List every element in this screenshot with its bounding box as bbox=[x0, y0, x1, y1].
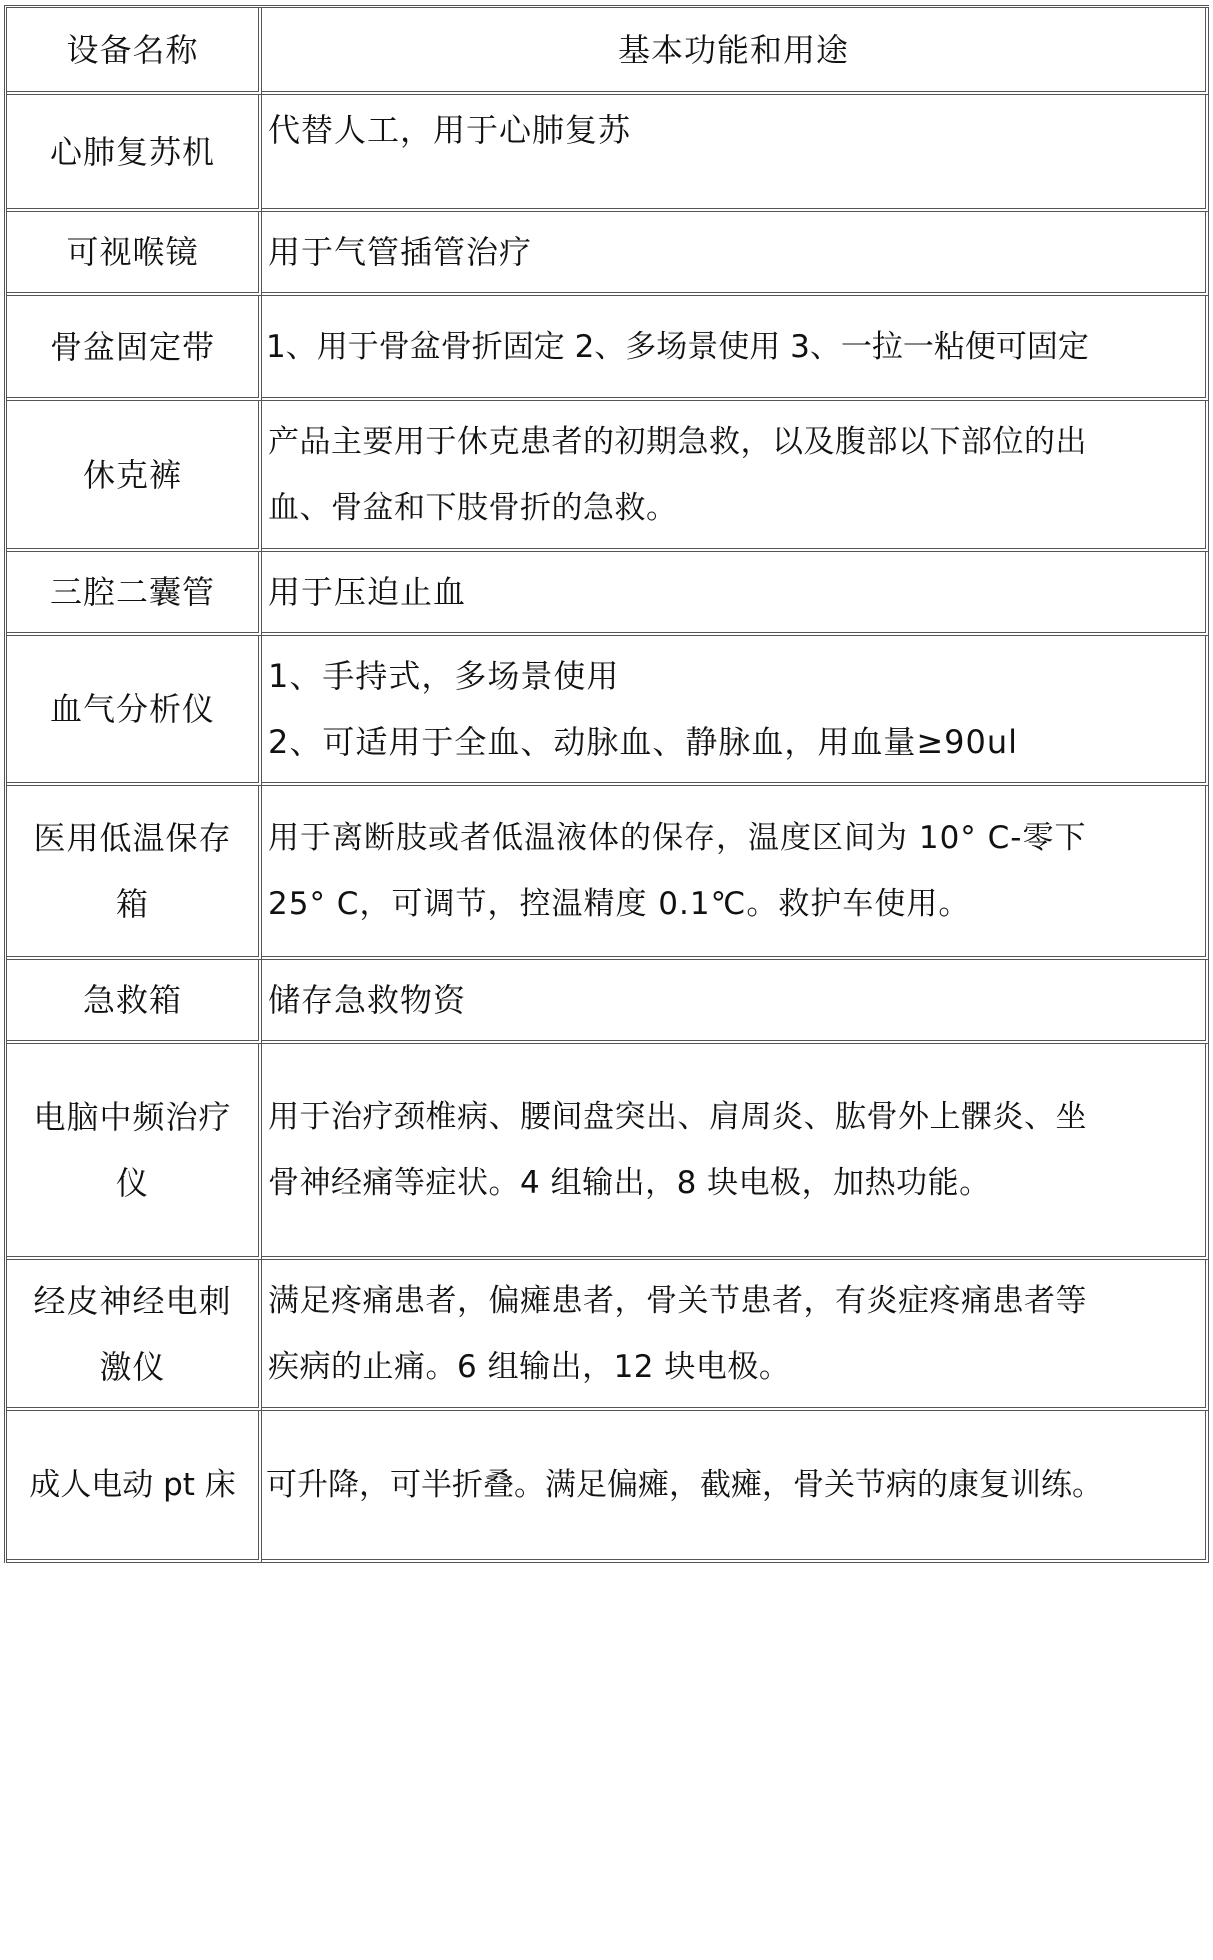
table-row bbox=[7, 960, 1209, 1044]
equipment-name-cell bbox=[7, 212, 262, 296]
equipment-function-cell bbox=[262, 401, 1209, 552]
equipment-function-text: 血、骨盆和下肢骨折的急救。 bbox=[268, 489, 678, 526]
header-equipment-name bbox=[7, 8, 262, 95]
table-row bbox=[7, 401, 1209, 552]
header-name-text: 设备名称 bbox=[66, 30, 199, 69]
equipment-name-text: 箱 bbox=[115, 885, 149, 923]
equipment-function-text: 疾病的止痛。6 组输出，12 块电极。 bbox=[268, 1348, 791, 1385]
equipment-name-cell bbox=[7, 1260, 262, 1411]
equipment-function-text: 2、可适用于全血、动脉血、静脉血，用血量≥90ul bbox=[268, 723, 1019, 761]
equipment-table bbox=[4, 5, 1209, 1563]
equipment-name-cell bbox=[7, 95, 262, 212]
table-row bbox=[7, 636, 1209, 786]
equipment-name-text: 电脑中频治疗 bbox=[33, 1098, 232, 1136]
equipment-name-text: 急救箱 bbox=[82, 981, 182, 1019]
table-row bbox=[7, 212, 1209, 296]
equipment-name-cell bbox=[7, 1044, 262, 1260]
equipment-name-text: 经皮神经电刺 bbox=[33, 1281, 232, 1320]
equipment-function-cell bbox=[262, 960, 1209, 1044]
equipment-name-text: 激仪 bbox=[99, 1347, 166, 1386]
equipment-name-text: 骨盆固定带 bbox=[49, 327, 215, 366]
equipment-name-cell bbox=[7, 786, 262, 960]
equipment-function-cell bbox=[262, 1260, 1209, 1411]
table-row bbox=[7, 1411, 1209, 1563]
table-row bbox=[7, 296, 1209, 401]
table-header-row bbox=[7, 8, 1209, 95]
header-function-text: 基本功能和用途 bbox=[617, 30, 849, 69]
equipment-name-text: 休克裤 bbox=[82, 455, 182, 494]
equipment-function-cell bbox=[262, 95, 1209, 212]
header-function bbox=[262, 8, 1209, 95]
equipment-function-cell bbox=[262, 552, 1209, 636]
table-row bbox=[7, 1260, 1209, 1411]
equipment-function-text: 产品主要用于休克患者的初期急救，以及腹部以下部位的出 bbox=[268, 423, 1087, 460]
equipment-function-cell bbox=[262, 296, 1209, 401]
equipment-name-text: 可视喉镜 bbox=[66, 233, 199, 271]
equipment-function-text: 用于压迫止血 bbox=[268, 573, 467, 611]
equipment-name-text: 成人电动 pt 床 bbox=[29, 1467, 236, 1503]
equipment-function-text: 骨神经痛等症状。4 组输出，8 块电极，加热功能。 bbox=[268, 1165, 991, 1201]
equipment-name-text: 医用低温保存 bbox=[33, 819, 232, 857]
equipment-name-text: 三腔二囊管 bbox=[49, 573, 215, 611]
table-row bbox=[7, 786, 1209, 960]
equipment-function-cell bbox=[262, 636, 1209, 786]
equipment-name-text: 仪 bbox=[115, 1164, 149, 1202]
equipment-name-text: 心肺复苏机 bbox=[49, 132, 215, 171]
equipment-function-cell bbox=[262, 1044, 1209, 1260]
equipment-name-cell bbox=[7, 636, 262, 786]
equipment-name-cell bbox=[7, 296, 262, 401]
equipment-function-cell bbox=[262, 786, 1209, 960]
equipment-function-text: 1、用于骨盆骨折固定 2、多场景使用 3、一拉一粘便可固定 bbox=[266, 328, 1089, 365]
equipment-function-text: 25° C，可调节，控温精度 0.1℃。救护车使用。 bbox=[268, 886, 971, 922]
equipment-name-text: 血气分析仪 bbox=[49, 690, 215, 728]
equipment-function-text: 可升降，可半折叠。满足偏瘫，截瘫，骨关节病的康复训练。 bbox=[266, 1467, 1103, 1503]
equipment-function-cell bbox=[262, 1411, 1209, 1563]
equipment-name-cell bbox=[7, 1411, 262, 1563]
equipment-function-text: 1、手持式，多场景使用 bbox=[268, 657, 620, 695]
equipment-name-cell bbox=[7, 401, 262, 552]
table-row bbox=[7, 95, 1209, 212]
table-row bbox=[7, 1044, 1209, 1260]
table-row bbox=[7, 552, 1209, 636]
equipment-function-text: 满足疼痛患者，偏瘫患者，骨关节患者，有炎症疼痛患者等 bbox=[268, 1282, 1087, 1319]
equipment-table-sheet bbox=[4, 5, 1209, 1955]
equipment-name-cell bbox=[7, 552, 262, 636]
equipment-function-text: 用于治疗颈椎病、腰间盘突出、肩周炎、肱骨外上髁炎、坐 bbox=[268, 1099, 1087, 1135]
equipment-name-cell bbox=[7, 960, 262, 1044]
equipment-function-text: 用于离断肢或者低温液体的保存，温度区间为 10° C-零下 bbox=[268, 820, 1087, 856]
equipment-function-text: 储存急救物资 bbox=[268, 981, 467, 1019]
equipment-function-text: 用于气管插管治疗 bbox=[268, 233, 533, 271]
equipment-function-cell bbox=[262, 212, 1209, 296]
equipment-function-text: 代替人工，用于心肺复苏 bbox=[268, 111, 632, 149]
